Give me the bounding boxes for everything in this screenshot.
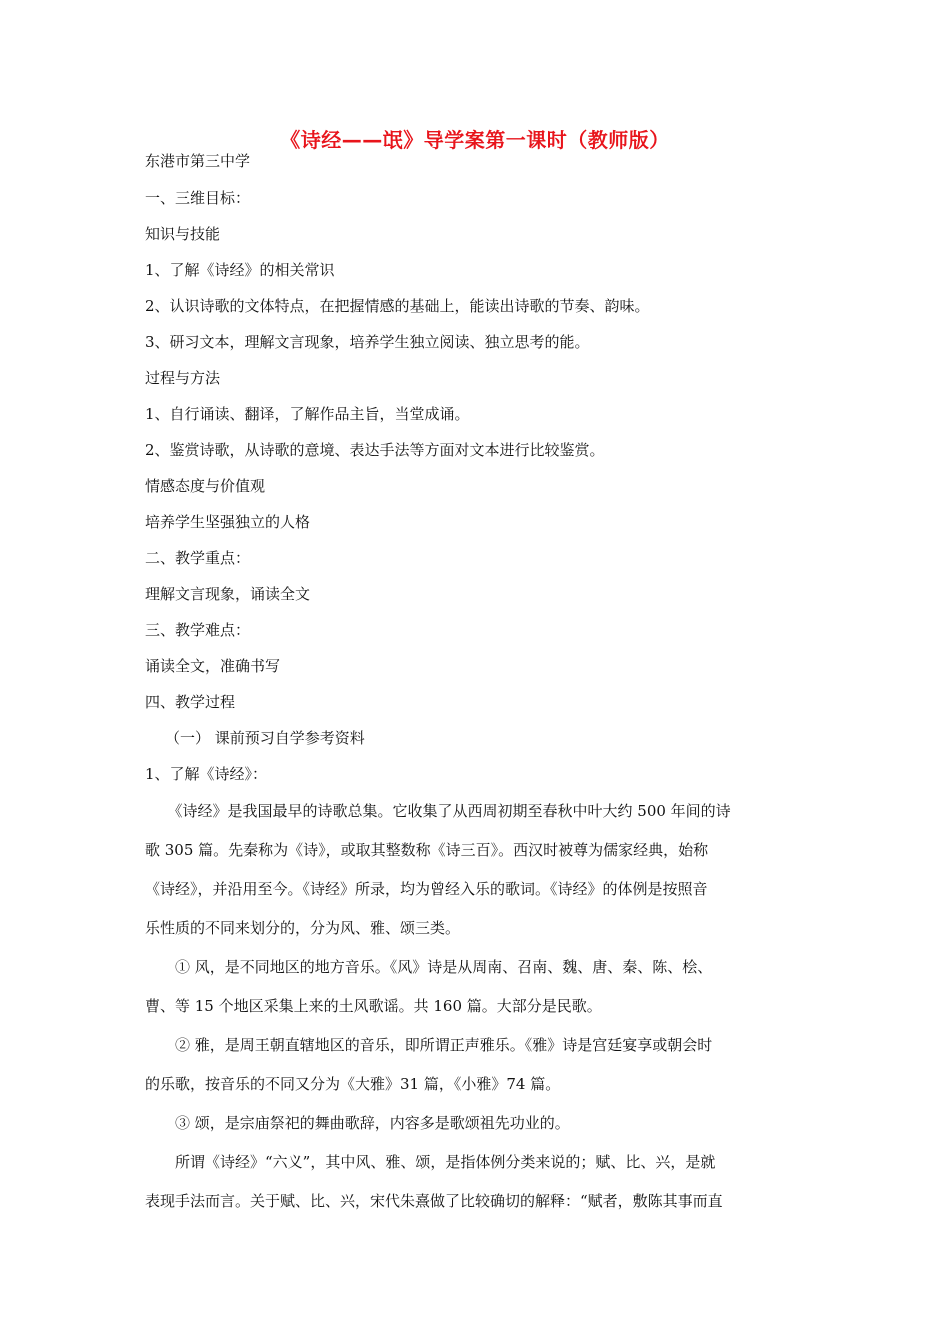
- school-name: 东港市第三中学: [145, 152, 251, 170]
- intro-line: 《诗经》，并沿用至今。《诗经》所录，均为曾经入乐的歌词。《诗经》的体例是按照音: [145, 880, 708, 898]
- knowledge-item: 1、了解《诗经》的相关常识: [145, 261, 335, 279]
- goals-heading: 一、三维目标：: [145, 189, 251, 207]
- process-heading: 过程与方法: [145, 369, 221, 387]
- emotion-heading: 情感态度与价值观: [145, 477, 266, 495]
- intro-line: 歌 305 篇。先秦称为《诗》，或取其整数称《诗三百》。西汉时被尊为儒家经典，始称: [145, 841, 709, 859]
- intro-line: 乐性质的不同来划分的，分为风、雅、颂三类。: [145, 919, 461, 937]
- knowledge-heading: 知识与技能: [145, 225, 221, 243]
- feng-line: 曹、等 15 个地区采集上来的土风歌谣。共 160 篇。大部分是民歌。: [145, 997, 602, 1015]
- liuyi-line: 所谓《诗经》“六义”，其中风、雅、颂，是指体例分类来说的；赋、比、兴，是就: [145, 1153, 716, 1171]
- page-title: 《诗经——氓》导学案第一课时（教师版）: [280, 128, 670, 152]
- ya-line: 的乐歌，按音乐的不同又分为《大雅》31 篇，《小雅》74 篇。: [145, 1075, 561, 1093]
- intro-line: 《诗经》是我国最早的诗歌总集。它收集了从西周初期至春秋中叶大约 500 年间的诗: [145, 802, 731, 820]
- difficulty-text: 诵读全文，准确书写: [145, 657, 281, 675]
- difficulty-heading: 三、教学难点：: [145, 621, 251, 639]
- liuyi-line: 表现手法而言。关于赋、比、兴，宋代朱熹做了比较确切的解释：“赋者，敷陈其事而直: [145, 1192, 723, 1210]
- ya-line: ② 雅，是周王朝直辖地区的音乐，即所谓正声雅乐。《雅》诗是宫廷宴享或朝会时: [145, 1036, 713, 1054]
- process-item: 2、鉴赏诗歌，从诗歌的意境、表达手法等方面对文本进行比较鉴赏。: [145, 441, 605, 459]
- key-text: 理解文言现象，诵读全文: [145, 585, 311, 603]
- key-heading: 二、教学重点：: [145, 549, 251, 567]
- song-line: ③ 颂，是宗庙祭祀的舞曲歌辞，内容多是歌颂祖先功业的。: [145, 1114, 570, 1132]
- teaching-process-heading: 四、教学过程: [145, 693, 236, 711]
- understand-heading: 1、了解《诗经》：: [145, 765, 268, 783]
- process-item: 1、自行诵读、翻译，了解作品主旨，当堂成诵。: [145, 405, 470, 423]
- feng-line: ① 风，是不同地区的地方音乐。《风》诗是从周南、召南、魏、唐、秦、陈、桧、: [145, 958, 713, 976]
- emotion-text: 培养学生坚强独立的人格: [145, 513, 311, 531]
- knowledge-item: 3、研习文本，理解文言现象，培养学生独立阅读、独立思考的能。: [145, 333, 590, 351]
- knowledge-item: 2、认识诗歌的文体特点，在把握情感的基础上，能读出诗歌的节奏、韵味。: [145, 297, 650, 315]
- preview-heading: （一） 课前预习自学参考资料: [165, 729, 365, 747]
